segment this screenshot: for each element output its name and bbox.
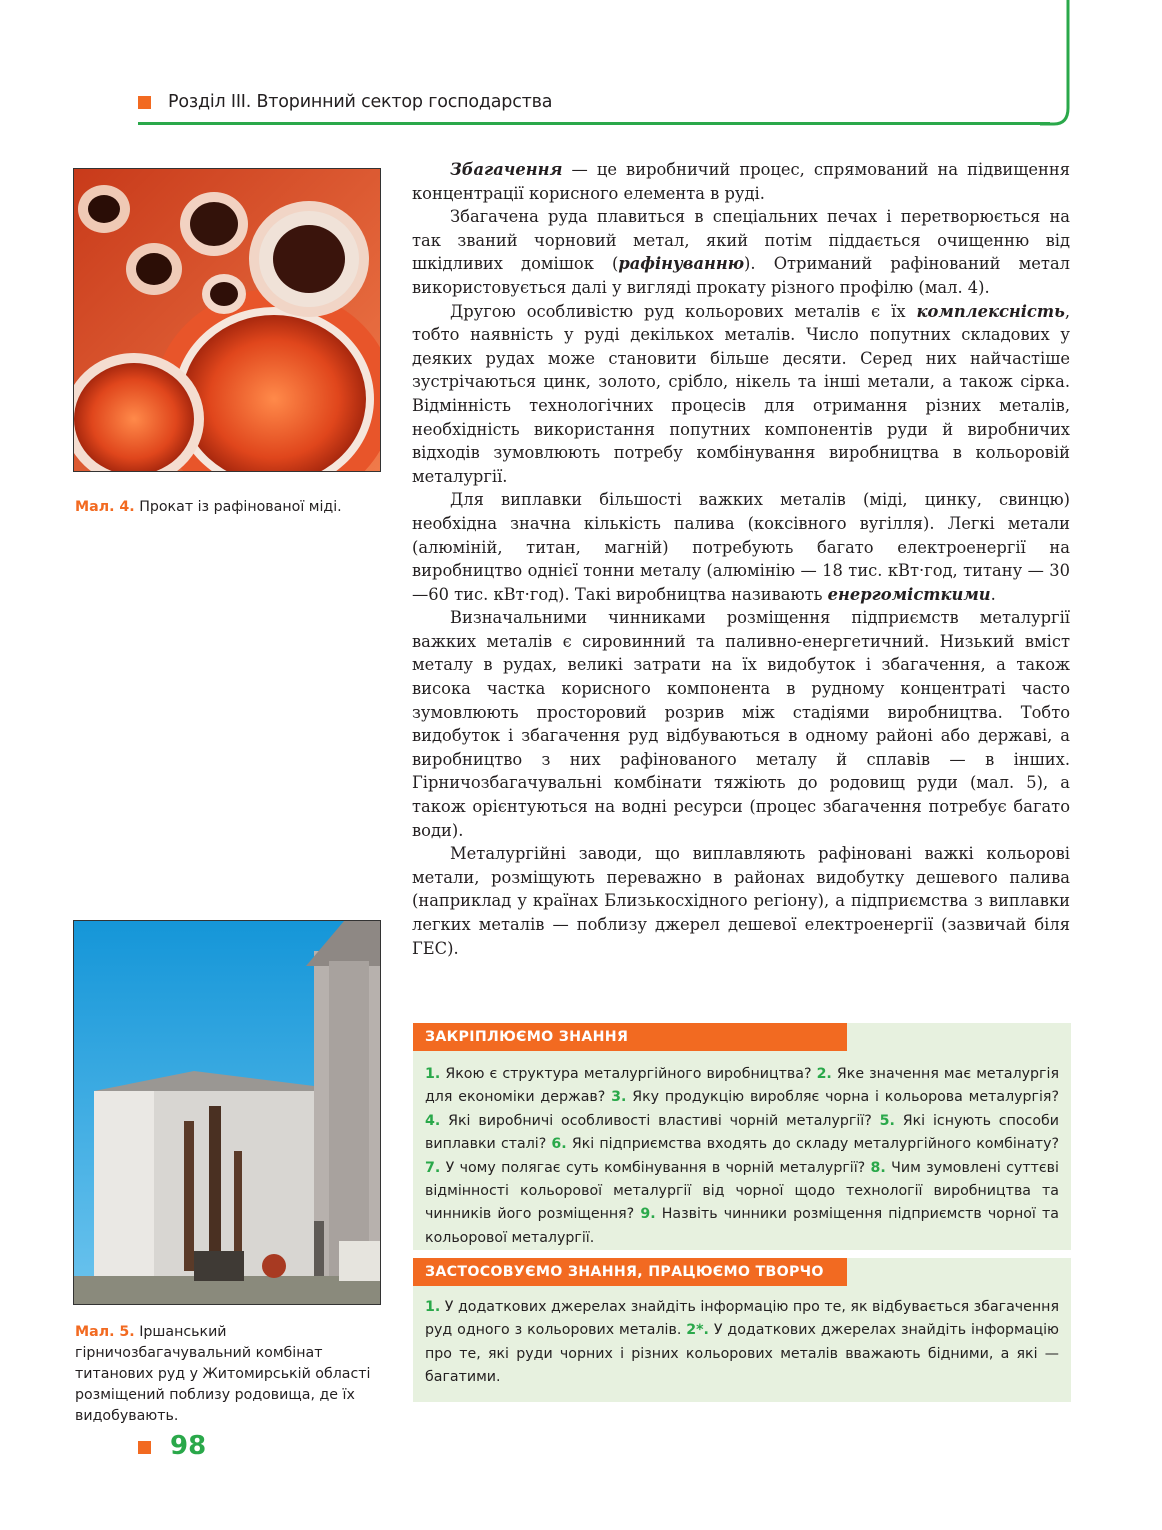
paragraph-2-text-b: ). Отриманий рафінований метал використовується далі у вигляді прокату різного профілю (мал. 4). <box>412 254 1070 297</box>
question-text: Яку продукцію виробляє чорна і кольорова металургія? <box>626 1089 1059 1106</box>
creative-tasks-list <box>425 1296 1059 1390</box>
paragraph-4 <box>412 488 1070 606</box>
question-number: 7. <box>425 1159 441 1176</box>
task-text: У додаткових джерелах знайдіть інформацію про те, які руди чорних і різних кольорових металів вважають бідними, а які — багатими. <box>425 1322 1059 1386</box>
term-enrichment: Збагачення <box>450 160 563 179</box>
paragraph-3 <box>412 300 1070 489</box>
page-number-marker <box>138 1441 151 1454</box>
figure-5-label: Мал. 5. <box>75 1324 135 1340</box>
question-number: 9. <box>640 1206 656 1223</box>
main-text <box>412 158 1070 960</box>
term-complexity: комплексність <box>916 301 1065 321</box>
question-text: Чим зумовлені суттєві відмінності кольорової металургії від чорної щодо технології виробництва та чинників його розміщення? <box>425 1159 1059 1223</box>
creative-tasks-box <box>413 1258 1071 1402</box>
paragraph-2 <box>412 205 1070 299</box>
header-rule <box>138 122 1050 125</box>
task-text: У додаткових джерелах знайдіть інформацію про те, як відбувається збагачення руд одного з кольорових металів. <box>425 1299 1059 1339</box>
creative-tasks-title: ЗАСТОСОВУЄМО ЗНАННЯ, ПРАЦЮЄМО ТВОРЧО <box>413 1258 847 1286</box>
paragraph-6: Металургійні заводи, що виплавляють рафіновані важкі кольорові метали, розміщують переважно в районах видобутку дешевого палива (наприклад у країнах Близькосхідного регіону), а підприємства з виплавки легких металів — поблизу джерел дешевої електроенергії (зазвичай біля ГЕС). <box>412 844 1070 958</box>
figure-4-text: Прокат із рафінованої міді. <box>134 499 342 515</box>
review-questions-list <box>425 1063 1059 1250</box>
paragraph-1-text: — це виробничий процес, спрямований на підвищення концентрації корисного елемента в руді. <box>412 160 1070 203</box>
page-number: 98 <box>170 1431 207 1461</box>
figure-4-label: Мал. 4. <box>75 499 135 515</box>
question-text: У чому полягає суть комбінування в чорній металургії? <box>440 1159 871 1176</box>
question-number: 1. <box>425 1066 441 1082</box>
question-number: 8. <box>870 1159 886 1176</box>
paragraph-3-text-b: , тобто наявність у руді декількох металів. Число попутних складових у деяких рудах може становити більше десяти. Серед них найчастіше зустрічаються цинк, золото, срібло, нікель та інші метали, а також сірка. Відмінність технологічних процесів для отримання різних металів, необхідність використання попутних компонентів руди й виробничих відходів зумовлюють потребу комбінування виробництва в кольоровій металургії. <box>412 301 1070 486</box>
question-number: 4. <box>425 1112 441 1129</box>
term-refining: рафінуванню <box>618 254 745 274</box>
task-number: 1. <box>425 1299 441 1315</box>
term-energy-intensive: енергомісткими <box>827 584 991 604</box>
question-number: 3. <box>611 1089 627 1106</box>
question-text: Назвіть чинники розміщення підприємств чорної та кольорової металургії. <box>425 1206 1059 1246</box>
paragraph-4-text-b: . <box>990 584 996 604</box>
question-number: 6. <box>551 1136 567 1153</box>
paragraph-5: Визначальними чинниками розміщення підприємств металургії важких металів є сировинний та паливно-енергетичний. Низький вміст металу в рудах, великі затрати на їх видобуток і збагачення, а також висока частка корисного компонента в рудному концентраті часто зумовлюють просторовий розрив між стадіями виробництва. Тобто видобуток і збагачення руд відбуваються в одному районі або державі, а виробництво з них рафінованого металу й сплавів — в інших. Гірничозбагачувальні комбінати тяжіють до родовищ руди (мал. 5), а також орієнтуються на водні ресурси (процес збагачення потребує багато води). <box>412 608 1070 840</box>
paragraph-3-text-a: Другою особливістю руд кольорових металів є їх <box>450 301 917 321</box>
question-text: Якою є структура металургійного виробництва? <box>440 1066 817 1082</box>
task-number: 2*. <box>686 1322 709 1339</box>
header-rule-corner <box>1040 0 1072 126</box>
figure-5-text: Іршанський гірничозбагачувальний комбінат титанових руд у Житомирській області розміщений поблизу родовища, де їх видобувають. <box>75 1324 371 1424</box>
review-questions-box <box>413 1023 1071 1250</box>
paragraph-4-text-a: Для виплавки більшості важких металів (міді, цинку, свинцю) необхідна значна кількість палива (коксівного вугілля). Легкі метали (алюміній, титан, магній) потребують багато електроенергії на виробництво однієї тонни металу (алюмінію — 18 тис. кВт·год, титану — 30—60 тис. кВт·год). Такі виробництва називають <box>412 490 1070 604</box>
paragraph-2-text-a: Збагачена руда плавиться в спеціальних печах і перетворюється на так званий чорновий метал, який потім піддається очищенню від шкідливих домішок ( <box>412 207 1070 274</box>
figure-5-caption <box>75 1322 385 1427</box>
mining-plant-photo <box>73 920 381 1305</box>
question-text: Які підприємства входять до складу металургійного комбінату? <box>566 1136 1059 1153</box>
paragraph-1 <box>412 158 1070 205</box>
question-text: Які існують способи виплавки сталі? <box>425 1112 1060 1153</box>
question-text: Які виробничі особливості властиві чорній металургії? <box>440 1112 880 1129</box>
section-title: Розділ III. Вторинний сектор господарства <box>168 92 553 112</box>
copper-pipes-photo <box>73 168 381 472</box>
question-number: 5. <box>879 1112 895 1129</box>
question-text: Яке значення має металургія для економіки держав? <box>425 1066 1059 1106</box>
question-number: 2. <box>816 1066 832 1082</box>
review-questions-title: ЗАКРІПЛЮЄМО ЗНАННЯ <box>413 1023 847 1051</box>
figure-4-caption <box>75 497 375 518</box>
header-marker <box>138 96 151 109</box>
